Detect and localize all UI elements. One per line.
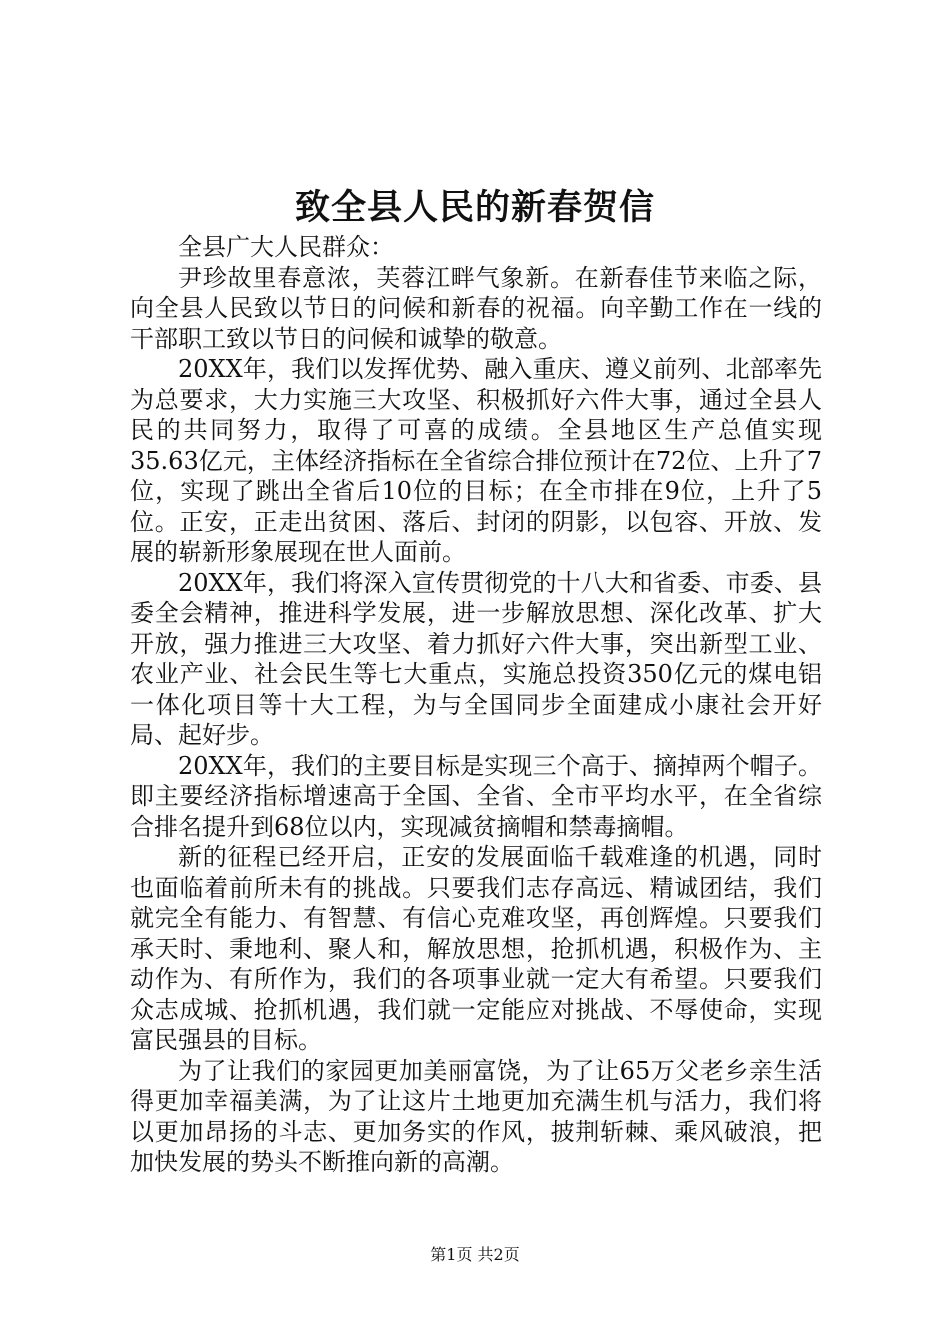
letter-body xyxy=(130,232,822,1178)
page-footer: 第1页 共2页 xyxy=(430,1245,520,1264)
paragraph-6: 为了让我们的家园更加美丽富饶，为了让65万父老乡亲生活得更加幸福美满，为了让这片土地更加充满生机与活力，我们将以更加昂扬的斗志、更加务实的作风，披荆斩棘、乘风破浪，把加快发展的势头不断推向新的高潮。 xyxy=(130,1056,822,1176)
page-title: 致全县人民的新春贺信 xyxy=(294,187,655,228)
paragraph-1: 尹珍故里春意浓，芙蓉江畔气象新。在新春佳节来临之际，向全县人民致以节日的问候和新春的祝福。向辛勤工作在一线的干部职工致以节日的问候和诚挚的敬意。 xyxy=(130,263,822,353)
salutation: 全县广大人民群众： xyxy=(178,233,394,261)
paragraph-4: 20XX年，我们的主要目标是实现三个高于、摘掉两个帽子。即主要经济指标增速高于全国、全省、全市平均水平，在全省综合排名提升到68位以内，实现减贫摘帽和禁毒摘帽。 xyxy=(130,751,822,841)
paragraph-2: 20XX年，我们以发挥优势、融入重庆、遵义前列、北部率先为总要求，大力实施三大攻坚、积极抓好六件大事，通过全县人民的共同努力，取得了可喜的成绩。全县地区生产总值实现35.63亿元，主体经济指标在全省综合排位预计在72位、上升了7位，实现了跳出全省后10位的目标；在全市排在9位，上升了5位。正安，正走出贫困、落后、封闭的阴影，以包容、开放、发展的崭新形象展现在世人面前。 xyxy=(130,355,822,566)
paragraph-3: 20XX年，我们将深入宣传贯彻党的十八大和省委、市委、县委全会精神，推进科学发展，进一步解放思想、深化改革、扩大开放，强力推进三大攻坚、着力抓好六件大事，突出新型工业、农业产业、社会民生等七大重点，实施总投资350亿元的煤电铝一体化项目等十大工程，为与全国同步全面建成小康社会开好局、起好步。 xyxy=(130,568,822,749)
paragraph-5: 新的征程已经开启，正安的发展面临千载难逢的机遇，同时也面临着前所未有的挑战。只要我们志存高远、精诚团结，我们就完全有能力、有智慧、有信心克难攻坚，再创辉煌。只要我们承天时、秉地利、聚人和，解放思想，抢抓机遇，积极作为、主动作为、有所作为，我们的各项事业就一定大有希望。只要我们众志成城、抢抓机遇，我们就一定能应对挑战、不辱使命，实现富民强县的目标。 xyxy=(130,843,822,1054)
